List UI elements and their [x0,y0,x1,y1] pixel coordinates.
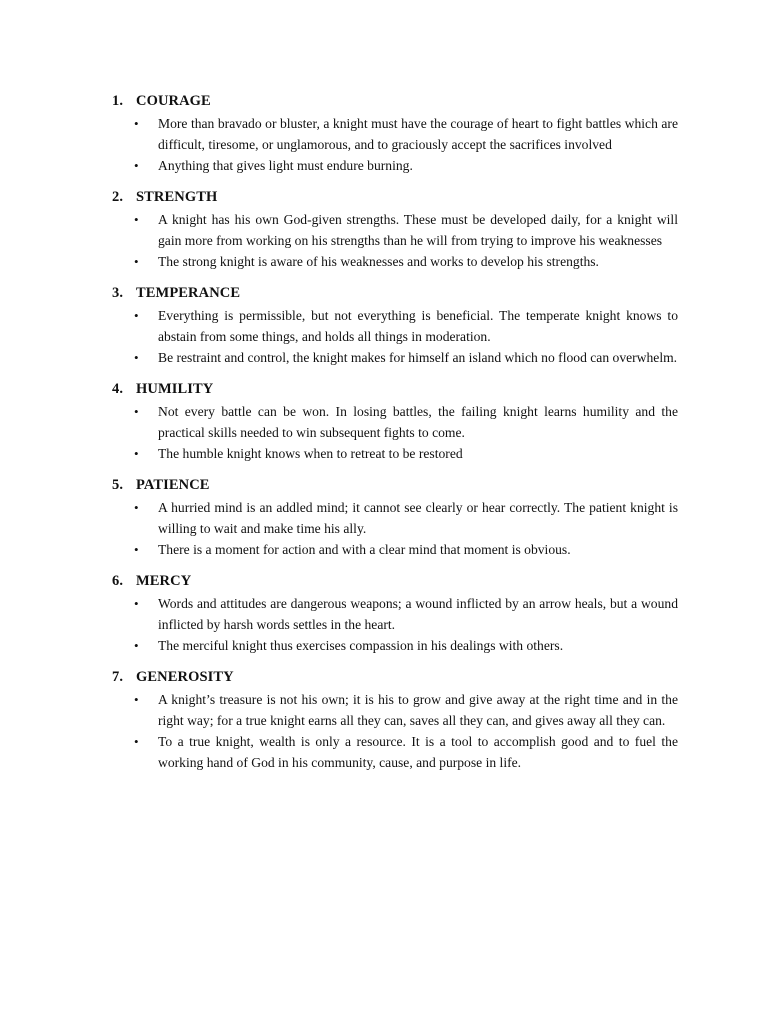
bullet-text: The strong knight is aware of his weaknesses and works to develop his strengths. [158,254,599,269]
bullet-item [112,347,678,368]
virtue-list [112,93,678,786]
section-heading [112,93,678,113]
bullet-item [112,539,678,560]
bullet-item [112,113,678,155]
section-title: GENEROSITY [136,669,234,685]
section-courage [112,93,678,176]
section-title: COURAGE [136,93,211,109]
bullet-text: A knight has his own God-given strengths. These must be developed daily, for a knight will gain more from working on his strengths than he will from trying to improve his weaknesses [158,212,678,248]
bullet-item [112,497,678,539]
section-humility [112,381,678,464]
section-generosity [112,669,678,773]
bullet-icon: • [134,638,139,653]
bullet-text: There is a moment for action and with a clear mind that moment is obvious. [158,542,571,557]
bullet-text: More than bravado or bluster, a knight must have the courage of heart to fight battles which are difficult, tiresome, or unglamorous, and to graciously accept the sacrifices involved [158,116,678,152]
section-title: MERCY [136,573,192,589]
bullet-icon: • [134,158,139,173]
bullet-icon: • [134,404,139,419]
bullet-item [112,401,678,443]
bullet-text: To a true knight, wealth is only a resource. It is a tool to accomplish good and to fuel the working hand of God in his community, cause, and purpose in life. [158,734,678,770]
bullet-text: Not every battle can be won. In losing battles, the failing knight learns humility and the practical skills needed to win subsequent fights to come. [158,404,678,440]
bullet-icon: • [134,542,139,557]
bullet-list [112,689,678,773]
bullet-list [112,593,678,656]
bullet-item [112,443,678,464]
bullet-list [112,305,678,368]
bullet-item [112,593,678,635]
section-title: HUMILITY [136,381,214,397]
bullet-text: The humble knight knows when to retreat to be restored [158,446,463,461]
bullet-text: A hurried mind is an addled mind; it cannot see clearly or hear correctly. The patient knight is willing to wait and make time his ally. [158,500,678,536]
bullet-icon: • [134,116,139,131]
bullet-item [112,731,678,773]
bullet-icon: • [134,212,139,227]
bullet-list [112,401,678,464]
section-number: 7. [112,669,124,685]
bullet-list [112,209,678,272]
section-heading [112,189,678,209]
section-patience [112,477,678,560]
section-heading [112,477,678,497]
bullet-item [112,155,678,176]
section-heading [112,381,678,401]
section-title: TEMPERANCE [136,285,241,301]
bullet-icon: • [134,596,139,611]
section-number: 1. [112,93,124,109]
section-number: 5. [112,477,124,493]
bullet-text: Anything that gives light must endure burning. [158,158,413,173]
section-heading [112,669,678,689]
bullet-item [112,209,678,251]
section-number: 2. [112,189,124,205]
bullet-text: A knight’s treasure is not his own; it is his to grow and give away at the right time and in the right way; for a true knight earns all they can, saves all they can, and gives away all they can. [158,692,678,728]
bullet-icon: • [134,254,139,269]
bullet-text: Words and attitudes are dangerous weapons; a wound inflicted by an arrow heals, but a wound inflicted by harsh words settles in the heart. [158,596,678,632]
bullet-item [112,689,678,731]
bullet-text: The merciful knight thus exercises compassion in his dealings with others. [158,638,564,653]
section-temperance [112,285,678,368]
bullet-icon: • [134,734,139,749]
bullet-list [112,113,678,176]
bullet-text: Everything is permissible, but not everything is beneficial. The temperate knight knows to abstain from some things, and holds all things in moderation. [158,308,678,344]
section-number: 6. [112,573,124,589]
bullet-item [112,635,678,656]
bullet-item [112,305,678,347]
bullet-text: Be restraint and control, the knight makes for himself an island which no flood can overwhelm. [158,350,678,365]
section-title: PATIENCE [136,477,210,493]
bullet-icon: • [134,308,139,323]
bullet-list [112,497,678,560]
bullet-icon: • [134,446,139,461]
section-number: 4. [112,381,124,397]
bullet-item [112,251,678,272]
section-number: 3. [112,285,124,301]
section-heading [112,285,678,305]
bullet-icon: • [134,692,139,707]
section-heading [112,573,678,593]
section-strength [112,189,678,272]
bullet-icon: • [134,500,139,515]
section-mercy [112,573,678,656]
section-title: STRENGTH [136,189,218,205]
bullet-icon: • [134,350,139,365]
